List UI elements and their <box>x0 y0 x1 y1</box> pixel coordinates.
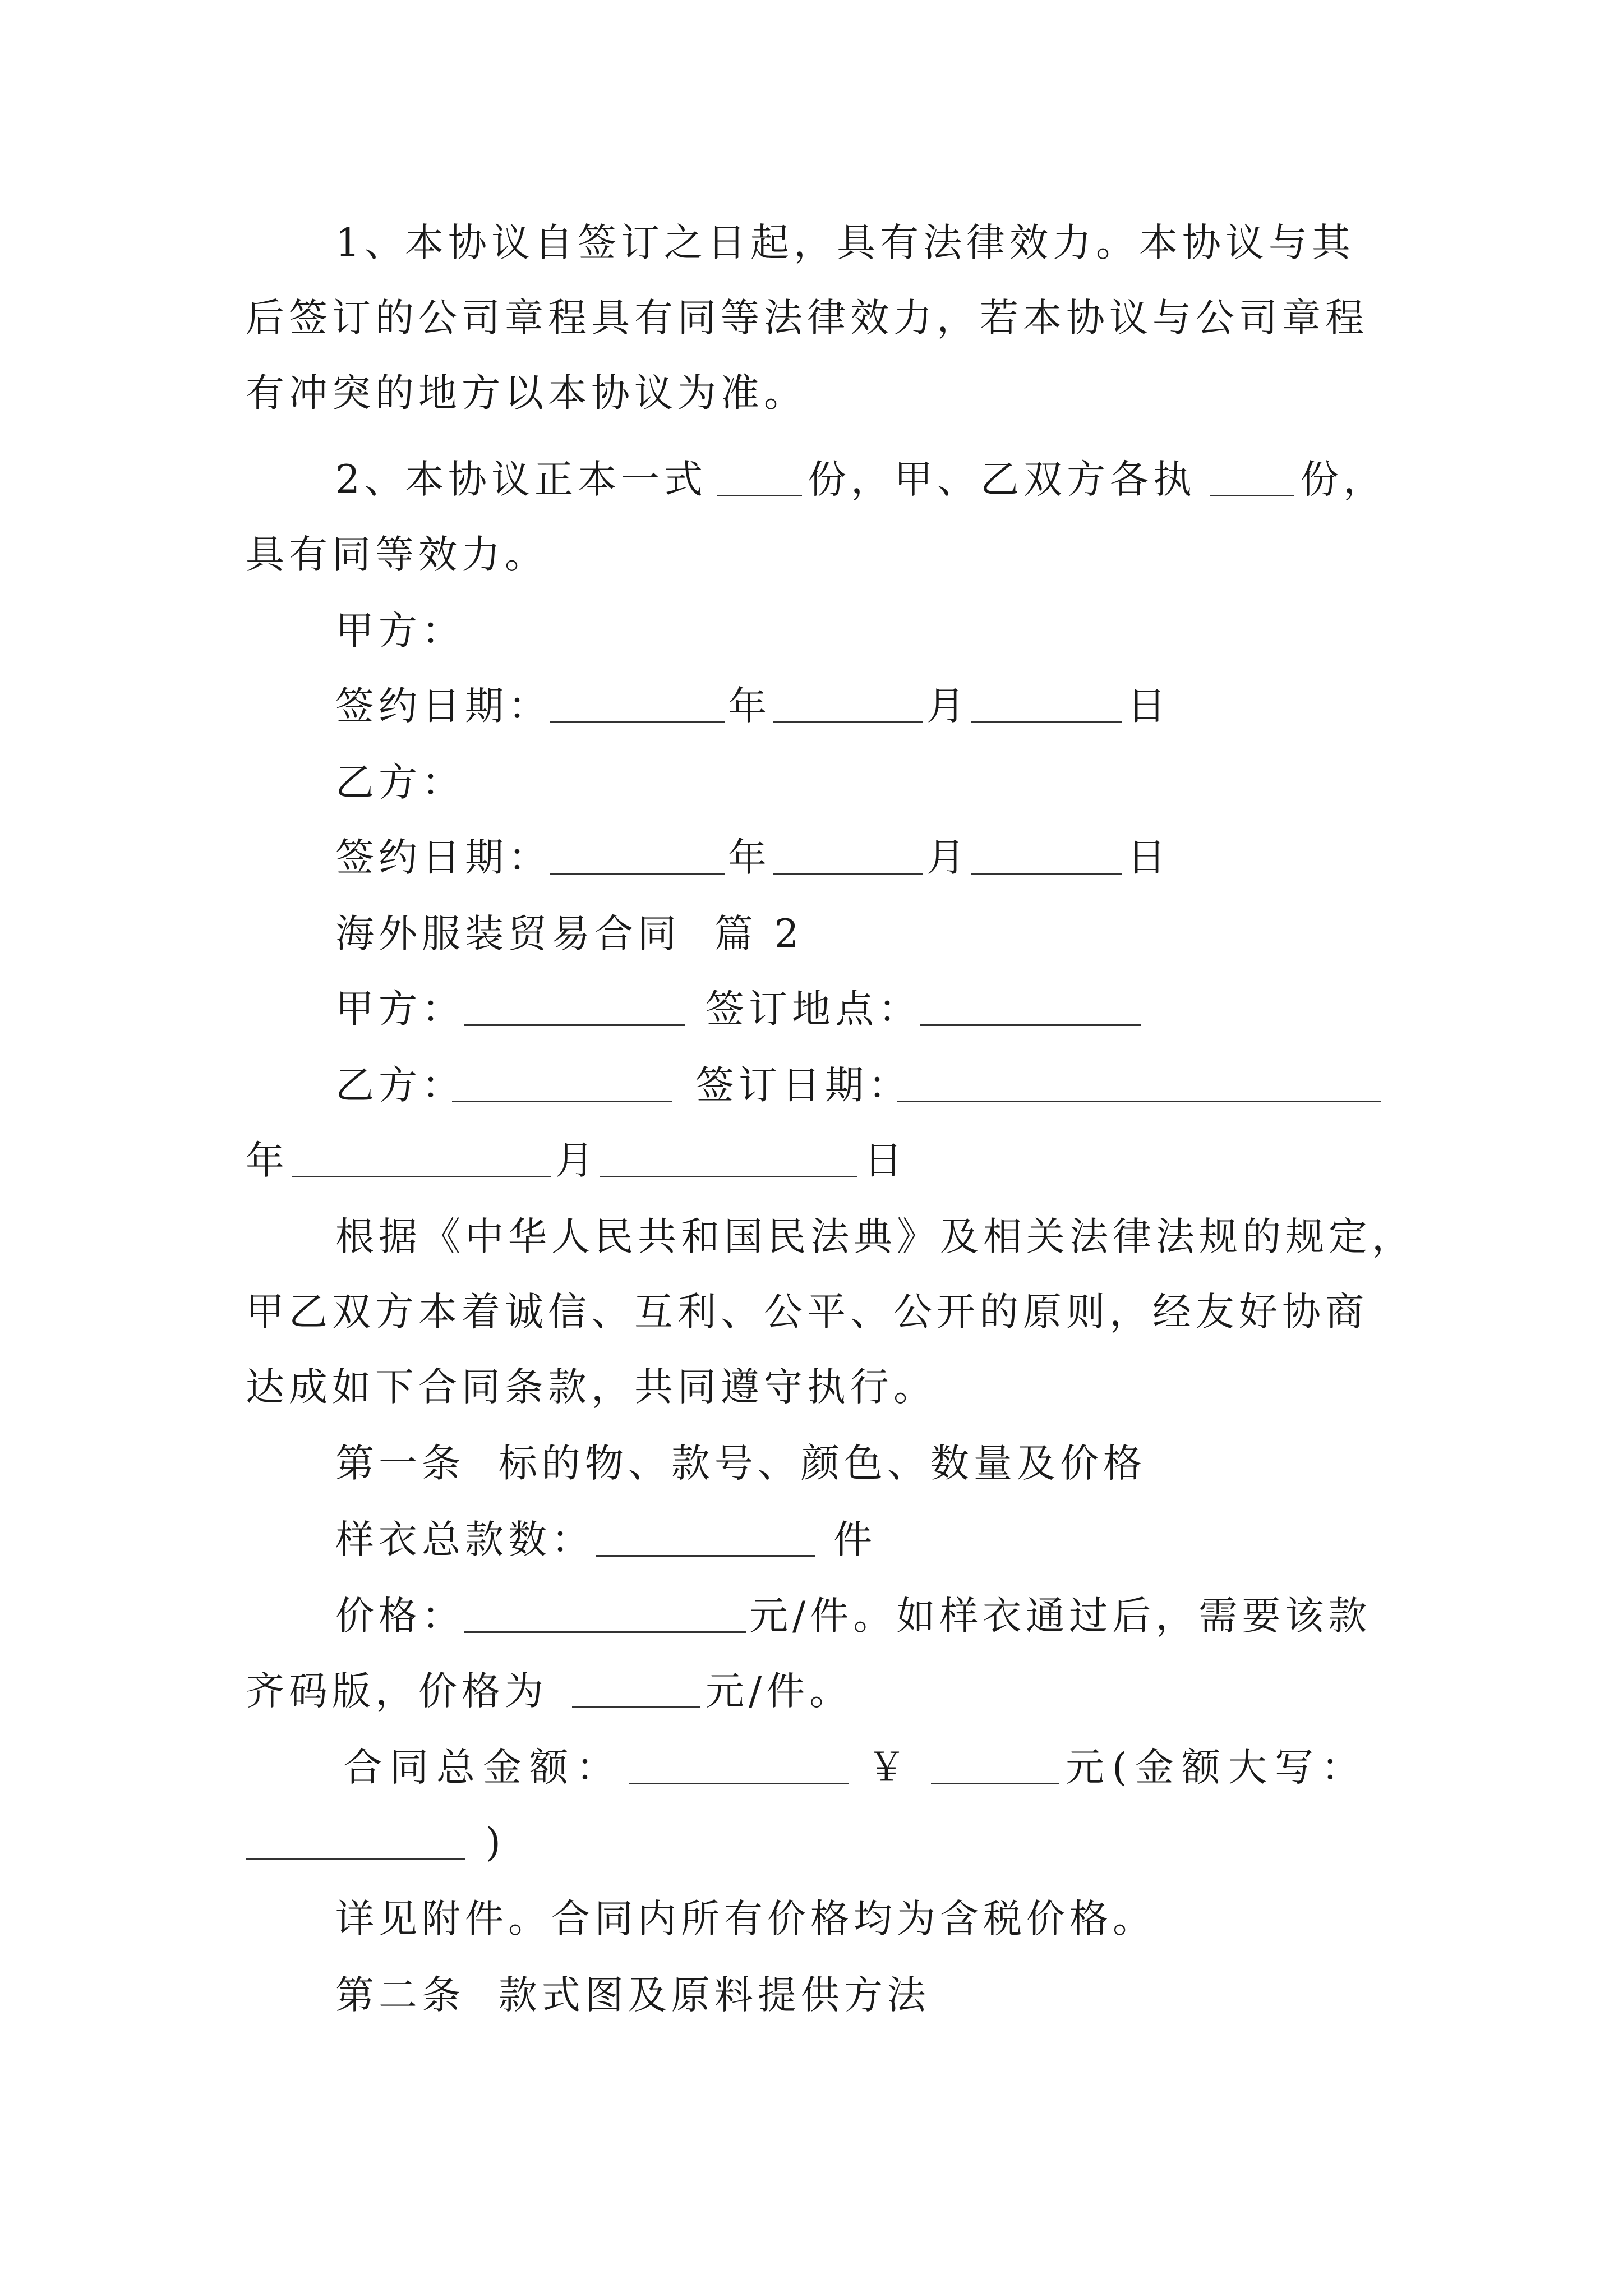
full-size-unit: 元/件。 <box>706 1669 853 1714</box>
clause-2-text-4: 具有同等效力。 <box>246 532 548 577</box>
article-2-heading: 第二条 款式图及原料提供方法 <box>335 1973 930 2018</box>
currency-symbol: ￥ <box>867 1745 910 1790</box>
section-2-heading-line <box>0 903 1623 965</box>
copies-total-blank <box>717 495 802 496</box>
party-a-day-blank <box>971 721 1122 723</box>
full-size-price-line <box>0 1660 1623 1722</box>
section-2-date-line <box>0 1130 1623 1191</box>
section-2-heading: 海外服装贸易合同 篇 2 <box>335 912 804 956</box>
section-2-party-a-blank <box>464 1024 685 1026</box>
sample-count-unit: 件 <box>833 1517 877 1562</box>
clause-2-line-2 <box>0 524 1623 586</box>
clause-1-text-1: 本协议自签订之日起，具有法律效力。本协议与其 <box>405 220 1355 265</box>
party-a-line <box>0 600 1623 662</box>
section-2-day-label: 日 <box>864 1138 907 1183</box>
section-2-year-label: 年 <box>246 1138 289 1183</box>
sign-date-label: 签订日期： <box>695 1063 911 1108</box>
price-line <box>0 1585 1623 1647</box>
section-2-party-a-line <box>0 978 1623 1040</box>
article-1-heading: 第一条 标的物、款号、颜色、数量及价格 <box>335 1441 1146 1486</box>
party-a-label: 甲方： <box>335 609 465 654</box>
copies-each-blank <box>1210 495 1294 496</box>
amount-words-blank <box>246 1858 465 1860</box>
party-b-year-label: 年 <box>728 835 771 880</box>
total-amount-line <box>0 1737 1623 1798</box>
preamble-text-2: 甲乙双方本着诚信、互利、公平、公开的原则，经友好协商 <box>246 1290 1368 1335</box>
section-2-party-b-blank <box>452 1101 672 1102</box>
party-b-date-label: 签约日期： <box>335 835 551 880</box>
party-b-day-label: 日 <box>1127 835 1170 880</box>
sign-place-blank <box>920 1024 1141 1026</box>
section-2-party-b-line <box>0 1055 1623 1116</box>
party-b-month-blank <box>773 873 923 875</box>
attachment-note: 详见附件。合同内所有价格均为含税价格。 <box>335 1897 1156 1941</box>
sign-place-label: 签订地点： <box>706 987 921 1032</box>
party-b-label: 乙方： <box>335 760 465 805</box>
party-a-date-label: 签约日期： <box>335 684 551 729</box>
section-2-party-b-label: 乙方： <box>335 1063 465 1108</box>
section-2-year-blank <box>292 1176 551 1177</box>
party-b-day-blank <box>971 873 1122 875</box>
clause-1-line-2 <box>0 287 1623 349</box>
price-label: 价格： <box>335 1594 465 1639</box>
preamble-text-3: 达成如下合同条款，共同遵守执行。 <box>246 1365 937 1410</box>
full-size-text: 齐码版，价格为 <box>246 1669 548 1714</box>
clause-2-number: 2、 <box>335 457 408 502</box>
party-b-date-line <box>0 827 1623 889</box>
party-a-day-label: 日 <box>1127 684 1170 729</box>
clause-2-text-2: 份，甲、乙双方各执 <box>808 457 1196 502</box>
sample-count-blank <box>596 1555 815 1557</box>
party-b-year-blank <box>550 873 725 875</box>
total-amount-words-line <box>0 1812 1623 1874</box>
clause-1-line-1 <box>0 212 1623 274</box>
clause-1-number: 1、 <box>335 220 408 265</box>
sign-date-blank <box>897 1101 1381 1102</box>
total-label: 合同总金额： <box>343 1745 623 1790</box>
preamble-text-1: 根据《中华人民共和国民法典》及相关法律法规的规定， <box>335 1214 1415 1259</box>
preamble-line-1 <box>0 1206 1623 1268</box>
clause-1-text-3: 有冲突的地方以本协议为准。 <box>246 371 807 416</box>
section-2-month-label: 月 <box>555 1138 598 1183</box>
party-b-line <box>0 752 1623 813</box>
total-number-blank <box>931 1783 1059 1784</box>
clause-1-line-3 <box>0 362 1623 424</box>
clause-2-text-3: 份， <box>1300 457 1386 502</box>
party-a-month-label: 月 <box>926 684 970 729</box>
sample-count-label: 样衣总款数： <box>335 1517 594 1562</box>
party-a-year-blank <box>550 721 725 723</box>
preamble-line-3 <box>0 1356 1623 1418</box>
article-1-heading-line <box>0 1433 1623 1494</box>
full-size-price-blank <box>572 1706 700 1708</box>
article-2-heading-line <box>0 1964 1623 2026</box>
preamble-line-2 <box>0 1281 1623 1343</box>
total-close: ) <box>486 1820 505 1865</box>
clause-1-text-2: 后签订的公司章程具有同等法律效力，若本协议与公司章程 <box>246 296 1368 341</box>
clause-2-line-1 <box>0 449 1623 510</box>
sample-count-line <box>0 1509 1623 1571</box>
total-text: 元(金额大写： <box>1066 1745 1368 1790</box>
attachment-note-line <box>0 1888 1623 1950</box>
price-blank <box>464 1631 746 1633</box>
total-amount-blank <box>629 1783 849 1784</box>
party-a-date-line <box>0 675 1623 737</box>
party-a-year-label: 年 <box>728 684 771 729</box>
clause-2-text-1: 本协议正本一式 <box>405 457 707 502</box>
party-a-month-blank <box>773 721 923 723</box>
price-text: 元/件。如样衣通过后，需要该款 <box>749 1594 1372 1639</box>
section-2-party-a-label: 甲方： <box>335 987 465 1032</box>
party-b-month-label: 月 <box>926 835 970 880</box>
section-2-month-blank <box>600 1176 857 1177</box>
